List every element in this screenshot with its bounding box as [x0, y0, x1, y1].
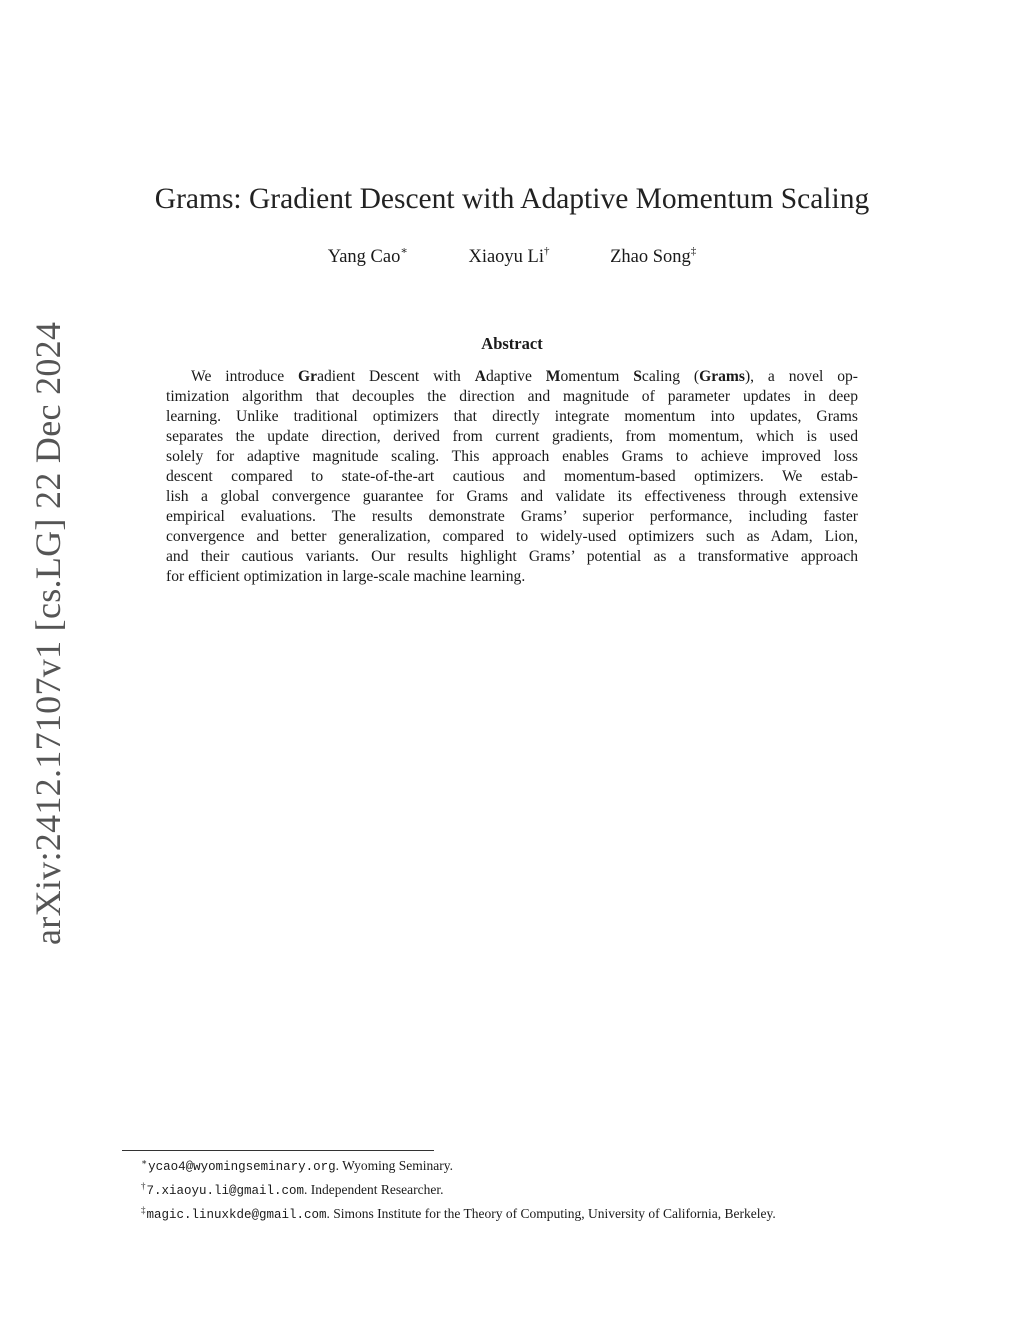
- footnote-text: . Simons Institute for the Theory of Computing, University of California, Berkeley.: [326, 1206, 776, 1221]
- abstract-line: for efficient optimization in large-scale machine learning.: [166, 568, 526, 585]
- abstract-line: empirical evaluations. The results demonstrate Grams’ superior performance, including faster: [166, 508, 858, 525]
- abstract-line: learning. Unlike traditional optimizers that directly integrate momentum into updates, Grams: [166, 408, 858, 425]
- author-footnote-mark: ∗: [400, 245, 408, 257]
- paper-title: Grams: Gradient Descent with Adaptive Momentum Scaling: [154, 183, 870, 215]
- abstract-line: timization algorithm that decouples the direction and magnitude of parameter updates in deep: [166, 388, 858, 405]
- abstract-line: We introduce Gradient Descent with Adaptive Momentum Scaling (Grams), a novel op-: [191, 368, 858, 385]
- footnote-mark: ‡: [141, 1205, 146, 1215]
- abstract-line: convergence and better generalization, compared to widely-used optimizers such as Adam, Lion,: [166, 528, 858, 545]
- arxiv-side-stamp: arXiv:2412.17107v1 [cs.LG] 22 Dec 2024: [28, 321, 68, 945]
- footnote-text: . Wyoming Seminary.: [335, 1158, 453, 1173]
- footnote-email[interactable]: ycao4@wyomingseminary.org: [148, 1160, 336, 1174]
- abstract-line: lish a global convergence guarantee for Grams and validate its effectiveness through extensive: [166, 488, 858, 505]
- abstract-line: separates the update direction, derived from current gradients, from momentum, which is used: [166, 428, 858, 445]
- abstract-body: [166, 367, 858, 587]
- author-name: Yang Cao: [327, 247, 401, 267]
- abstract-line: solely for adaptive magnitude scaling. This approach enables Grams to achieve improved loss: [166, 448, 858, 465]
- footnote-divider: [122, 1150, 434, 1151]
- footnote-text: . Independent Researcher.: [304, 1182, 444, 1197]
- abstract-line: descent compared to state-of-the-art cautious and momentum-based optimizers. We estab-: [166, 468, 858, 485]
- footnote: [141, 1177, 776, 1201]
- footnote-mark: ∗: [141, 1157, 148, 1167]
- abstract-heading: Abstract: [481, 334, 543, 353]
- author: [328, 244, 408, 268]
- footnote-email[interactable]: 7.xiaoyu.li@gmail.com: [146, 1184, 305, 1198]
- author-footnote-mark: †: [543, 245, 550, 257]
- author-name: Zhao Song: [610, 247, 691, 267]
- footnote-email[interactable]: magic.linuxkde@gmail.com: [146, 1208, 327, 1222]
- footnote: [141, 1153, 776, 1177]
- author: [468, 245, 549, 268]
- footnote-mark: †: [141, 1181, 146, 1191]
- footnote: [141, 1201, 776, 1225]
- footnotes: [141, 1153, 776, 1225]
- author-name: Xiaoyu Li: [468, 247, 544, 267]
- author-footnote-mark: ‡: [690, 245, 697, 257]
- author: [610, 245, 696, 268]
- author-list: [0, 244, 1024, 268]
- abstract-line: and their cautious variants. Our results highlight Grams’ potential as a transformative approach: [166, 548, 858, 565]
